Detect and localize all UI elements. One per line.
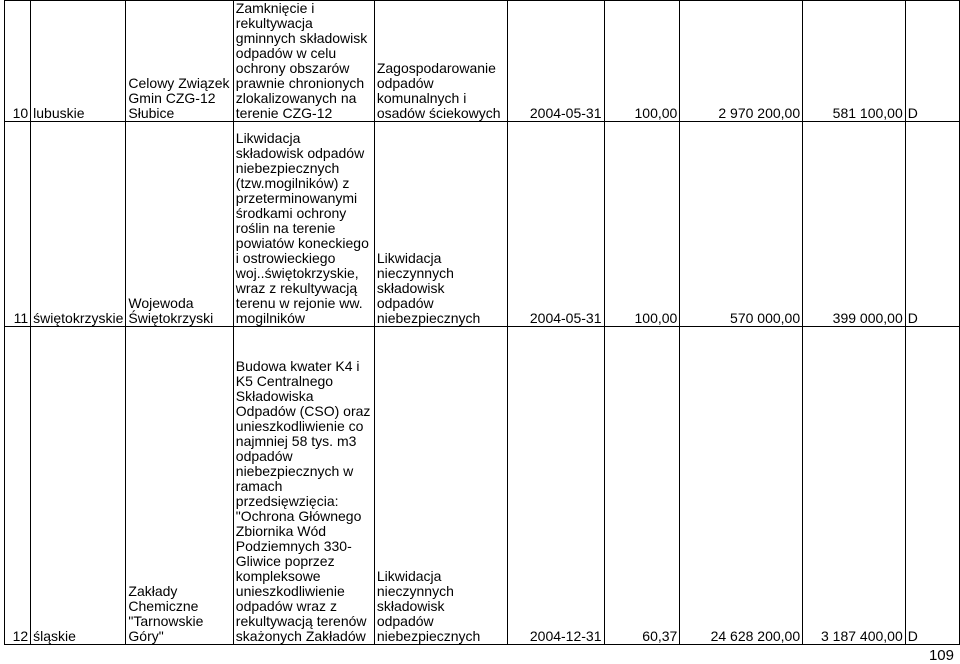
total-cost-cell: 2 970 200,00 <box>680 1 803 122</box>
projects-table <box>4 0 960 645</box>
date-cell: 2004-05-31 <box>507 122 604 327</box>
grant-cell: 581 100,00 <box>803 1 906 122</box>
table-row <box>5 1 960 122</box>
code-cell: D <box>905 1 959 122</box>
percent-cell: 100,00 <box>604 1 680 122</box>
table-row <box>5 327 960 645</box>
date-cell: 2004-12-31 <box>507 327 604 645</box>
table-row <box>5 122 960 327</box>
row-number: 12 <box>5 327 31 645</box>
beneficiary-cell: Celowy Związek Gmin CZG-12 Słubice <box>126 1 233 122</box>
project-title-cell: Likwidacja składowisk odpadów niebezpiecznych (tzw.mogilników) z przeterminowanymi środkami ochrony roślin na terenie powiatów koneckiego i ostrowieckiego woj..świętokrzyskie, wraz z rekultywacją terenu w rejonie ww. mogilników <box>233 122 374 327</box>
grant-cell: 3 187 400,00 <box>803 327 906 645</box>
region-cell: lubuskie <box>31 1 126 122</box>
region-cell: śląskie <box>31 327 126 645</box>
beneficiary-cell: Wojewoda Świętokrzyski <box>126 122 233 327</box>
date-cell: 2004-05-31 <box>507 1 604 122</box>
total-cost-cell: 570 000,00 <box>680 122 803 327</box>
row-number: 10 <box>5 1 31 122</box>
percent-cell: 60,37 <box>604 327 680 645</box>
project-title-cell: Budowa kwater K4 i K5 Centralnego Składowiska Odpadów (CSO) oraz unieszkodliwienie co najmniej 58 tys. m3 odpadów niebezpiecznych w ramach przedsięwzięcia: "Ochrona Głównego Zbiornika Wód Podziemnych 330-Gliwice poprzez kompleksowe unieszkodliwienie odpadów wraz z rekultywacją terenów skażonych Zakładów <box>233 327 374 645</box>
category-cell: Likwidacja nieczynnych składowisk odpadów niebezpiecznych <box>374 122 507 327</box>
project-title-cell: Zamknięcie i rekultywacja gminnych składowisk odpadów w celu ochrony obszarów prawnie chronionych zlokalizowanych na terenie CZG-12 <box>233 1 374 122</box>
category-cell: Likwidacja nieczynnych składowisk odpadów niebezpiecznych <box>374 327 507 645</box>
code-cell: D <box>905 327 959 645</box>
beneficiary-cell: Zakłady Chemiczne "Tarnowskie Góry" <box>126 327 233 645</box>
category-cell: Zagospodarowanie odpadów komunalnych i osadów ściekowych <box>374 1 507 122</box>
region-cell: świętokrzyskie <box>31 122 126 327</box>
code-cell: D <box>905 122 959 327</box>
grant-cell: 399 000,00 <box>803 122 906 327</box>
page-number: 109 <box>928 647 954 664</box>
row-number: 11 <box>5 122 31 327</box>
percent-cell: 100,00 <box>604 122 680 327</box>
total-cost-cell: 24 628 200,00 <box>680 327 803 645</box>
